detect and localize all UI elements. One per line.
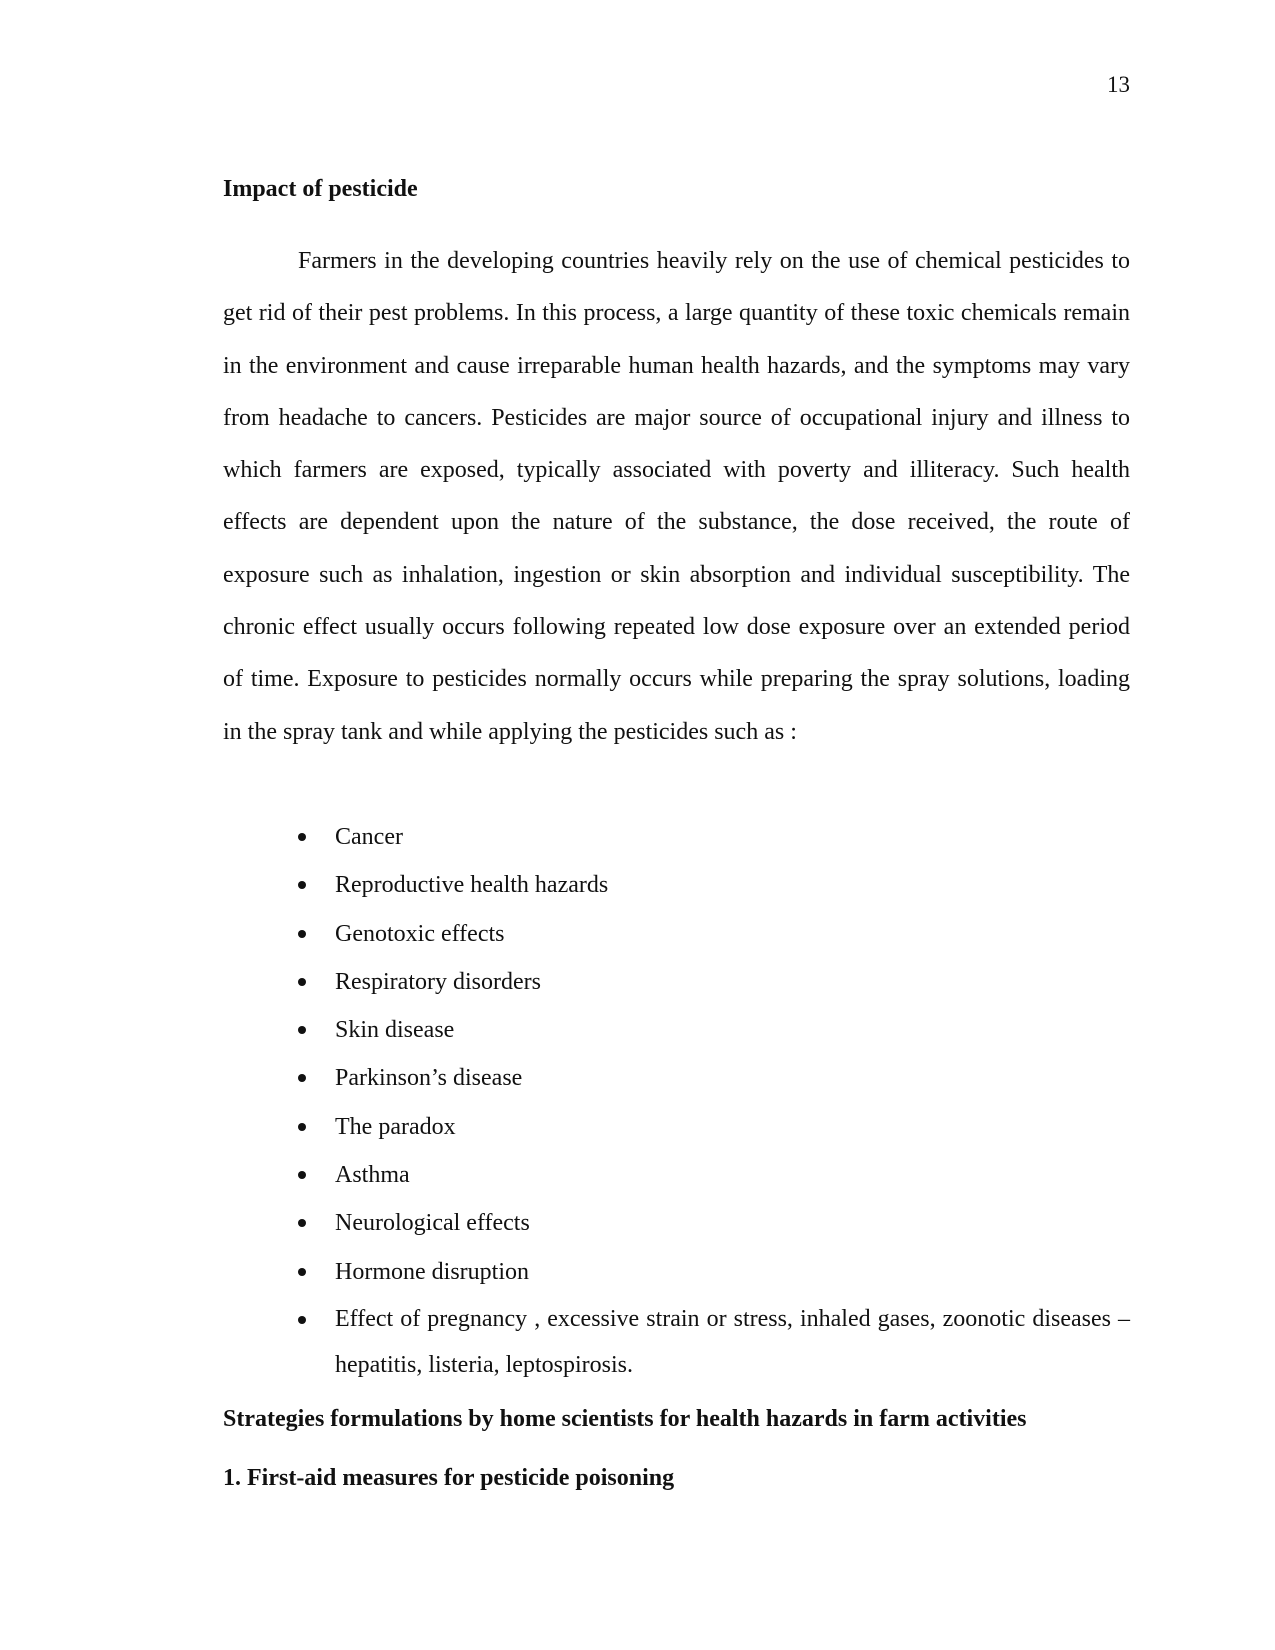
list-item <box>298 1199 1130 1247</box>
list-item-text: Skin disease <box>335 1017 455 1044</box>
bullet-icon <box>298 833 306 841</box>
section-heading-first-aid: 1. First-aid measures for pesticide poisoning <box>223 1465 675 1491</box>
health-effects-list <box>298 813 1130 1388</box>
list-item <box>298 813 1130 861</box>
list-item-text: Genotoxic effects <box>335 920 505 947</box>
bullet-icon <box>298 930 306 938</box>
list-item <box>298 1006 1130 1054</box>
list-item <box>298 958 1130 1006</box>
list-item-text: The paradox <box>335 1113 456 1140</box>
list-item <box>298 1151 1130 1199</box>
list-item-text: Asthma <box>335 1162 410 1189</box>
list-item <box>298 861 1130 909</box>
list-item-text: Respiratory disorders <box>335 968 541 995</box>
list-item-text: Hormone disruption <box>335 1258 529 1285</box>
list-item-text: Reproductive health hazards <box>335 872 609 899</box>
page-number: 13 <box>1107 72 1130 97</box>
list-item-text: Neurological effects <box>335 1210 530 1237</box>
bullet-icon <box>298 978 306 986</box>
section-heading-impact: Impact of pesticide <box>223 176 418 202</box>
bullet-icon <box>298 1123 306 1131</box>
list-item <box>298 1054 1130 1102</box>
list-item <box>298 1103 1130 1151</box>
bullet-icon <box>298 1074 306 1082</box>
list-item <box>298 910 1130 958</box>
list-item-text: Cancer <box>335 824 403 850</box>
bullet-icon <box>298 1268 306 1276</box>
list-item-text: Parkinson’s disease <box>335 1065 523 1092</box>
bullet-icon <box>298 1171 306 1179</box>
bullet-icon <box>298 1316 306 1324</box>
section-heading-strategies: Strategies formulations by home scientists for health hazards in farm activities <box>223 1406 1027 1432</box>
bullet-icon <box>298 1219 306 1227</box>
list-item <box>298 1248 1130 1296</box>
bullet-icon <box>298 1026 306 1034</box>
body-paragraph: Farmers in the developing countries heavily rely on the use of chemical pesticides to get rid of their pest problems. In this process, a large quantity of these toxic chemicals remain in the environment and cause irreparable human health hazards, and the symptoms may vary from headache to cancers. Pesticides are major source of occupational injury and illness to which farmers are exposed, typically associated with poverty and illiteracy. Such health effects are dependent upon the nature of the substance, the dose received, the route of exposure such as inhalation, ingestion or skin absorption and individual susceptibility. The chronic effect usually occurs following repeated low dose exposure over an extended period of time. Exposure to pesticides normally occurs while preparing the spray solutions, loading in the spray tank and while applying the pesticides such as : <box>223 248 1130 745</box>
list-item <box>298 1296 1130 1388</box>
bullet-icon <box>298 881 306 889</box>
list-item-text: Effect of pregnancy , excessive strain or stress, inhaled gases, zoonotic diseases – hepatitis, listeria, leptospirosis. <box>335 1305 1130 1378</box>
